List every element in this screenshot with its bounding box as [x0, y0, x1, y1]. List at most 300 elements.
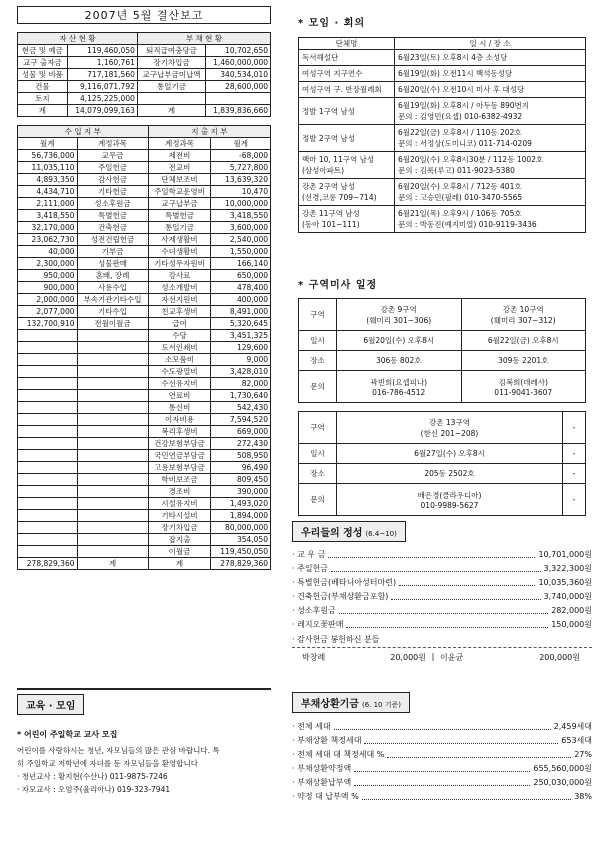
offering-row: [292, 575, 592, 589]
empty-cell: [77, 402, 148, 414]
mass-cell: [562, 464, 585, 484]
debt-name: 통일기금: [137, 81, 205, 93]
cell-line: 독서해설단: [302, 53, 339, 62]
empty-cell: [18, 462, 78, 474]
meeting-group: [299, 179, 395, 206]
empty-cell: [18, 414, 78, 426]
expense-item: 기타시설비: [148, 510, 211, 522]
income-amount: 23,062,730: [18, 234, 78, 246]
offering-label: · 레지오꽃판매: [292, 619, 344, 629]
cell-line: 문의 : 고승민(필레) 010-3470-5565: [398, 193, 523, 202]
offerings-head: [292, 521, 406, 542]
dot-leader: [328, 551, 535, 558]
debt-value: 1,839,836,660: [206, 105, 271, 117]
asset-name: 현금 및 예금: [18, 45, 68, 57]
expense-item: 수도광열비: [148, 366, 211, 378]
expense-amount: 5,320,645: [211, 318, 271, 330]
meeting-group: [299, 66, 395, 82]
asset-value: 1,160,761: [67, 57, 137, 69]
asset-row: [18, 93, 271, 105]
mass-cell: [461, 331, 586, 351]
debt-head: 부 채 현 황: [137, 33, 270, 45]
cell-line: (동아 101~111): [302, 220, 360, 229]
cell-line: 6월20일(수) 오전10시 미사 후 대성당: [398, 85, 525, 94]
mass-row-label: 일시: [299, 444, 337, 464]
mass-section: [298, 276, 586, 516]
debt-value: 653세대: [561, 735, 592, 745]
asset-name: 교구 출자금: [18, 57, 68, 69]
debt-name: 장기차입금: [137, 57, 205, 69]
expense-amount: 96,490: [211, 462, 271, 474]
ledger-row: [18, 342, 271, 354]
notice-title: * 어린이 주일학교 교사 모집: [17, 730, 118, 739]
offerings-title: 우리들의 정성: [301, 528, 363, 539]
expense-amount: 10,470: [211, 186, 271, 198]
debt-label: · 전체 세대: [292, 721, 331, 731]
offering-row: [292, 547, 592, 561]
asset-name: 성물 및 비품: [18, 69, 68, 81]
ledger-row: [18, 234, 271, 246]
asset-head: 자 산 현 황: [18, 33, 138, 45]
ledger-row: [18, 426, 271, 438]
ledger-row: [18, 174, 271, 186]
expense-amount: 390,000: [211, 486, 271, 498]
donor-name: 박창례: [302, 653, 326, 662]
cell-line: 6월22일(금) 오후8시 / 110동 202호: [398, 128, 522, 137]
empty-cell: [77, 438, 148, 450]
mass-row: [299, 371, 586, 403]
expense-amount: 8,491,000: [211, 306, 271, 318]
cell-line: 문의 : 박동진(예지미열) 010-9119-3436: [398, 220, 537, 229]
ledger-row: [18, 378, 271, 390]
expense-item: 이월금: [148, 546, 211, 558]
ledger-row: [18, 198, 271, 210]
debt-head: [292, 692, 410, 713]
mass-row: [299, 412, 586, 444]
notice-line: 어린이를 사랑하시는 청년, 자모님들의 많은 관심 바랍니다. 특: [17, 746, 220, 755]
debt-value: 38%: [574, 791, 592, 801]
expense-item: 수선유지비: [148, 378, 211, 390]
expense-amount: -68,000: [211, 150, 271, 162]
cell-line: 205동 2502호: [424, 469, 475, 478]
cell-line: (삼성아파트): [302, 166, 345, 175]
meeting-row: [299, 66, 586, 82]
expense-amount: 508,950: [211, 450, 271, 462]
ledger-row: [18, 222, 271, 234]
expense-item: 시설유지비: [148, 498, 211, 510]
mass-row: [299, 331, 586, 351]
mass-row: [299, 299, 586, 331]
mass-cell: [337, 464, 563, 484]
mass-row-label: 장소: [299, 351, 337, 371]
expense-item: 특별헌금: [148, 210, 211, 222]
notice-text: [17, 744, 271, 770]
cell-line: 6월20일(수) 오후8시: [363, 336, 435, 345]
mass-row: [299, 444, 586, 464]
income-item: 기타수입: [77, 306, 148, 318]
debt-value: 10,702,650: [206, 45, 271, 57]
offering-row: [292, 617, 592, 631]
expense-item: 전교비: [148, 162, 211, 174]
expense-amount: 5,727,800: [211, 162, 271, 174]
cell-line: 문의 : 김룩(루고) 011-9023-5380: [398, 166, 515, 175]
ledger-row: [18, 354, 271, 366]
expense-item: 건강보험부담금: [148, 438, 211, 450]
expense-amount: 1,730,640: [211, 390, 271, 402]
dot-leader: [387, 751, 571, 758]
empty-cell: [18, 474, 78, 486]
cell-line: -: [572, 423, 576, 432]
asset-value: 717,181,560: [67, 69, 137, 81]
empty-cell: [77, 342, 148, 354]
empty-cell: [18, 522, 78, 534]
offering-label: · 특별헌금(베타니아성터마련): [292, 577, 397, 587]
debt-value: 2,459세대: [553, 721, 592, 731]
ledger-row: [18, 534, 271, 546]
income-amount: 2,077,000: [18, 306, 78, 318]
cell-line: 김복희(데레사): [498, 377, 548, 387]
expense-item: 복리후생비: [148, 426, 211, 438]
cell-line: 016-786-4512: [372, 387, 426, 397]
debt-name: 교구납부금미납액: [137, 69, 205, 81]
dot-leader: [346, 621, 548, 628]
cell-line: 정발 1구역 남성: [302, 106, 356, 116]
income-item: 부속기관기타수입: [77, 294, 148, 306]
mass-row-label: 일시: [299, 331, 337, 351]
meetings-section: [298, 14, 586, 233]
ledger-row: [18, 390, 271, 402]
ledger-row: [18, 366, 271, 378]
cell-line: 6월27일(수) 오후8시: [414, 449, 485, 458]
expense-item: 도서인쇄비: [148, 342, 211, 354]
debt-value: 1,460,000,000: [206, 57, 271, 69]
expense-amount: 119,450,050: [211, 546, 271, 558]
mass-cell: [337, 331, 462, 351]
expense-item: 친교후생비: [148, 306, 211, 318]
expense-amount: 9,000: [211, 354, 271, 366]
cell-line: (한신 201~208): [420, 428, 479, 438]
expense-amount: 3,428,010: [211, 366, 271, 378]
meeting-group: [299, 50, 395, 66]
expense-amount: 2,540,000: [211, 234, 271, 246]
empty-cell: [77, 414, 148, 426]
empty-cell: [18, 498, 78, 510]
expense-item: 자선지원비: [148, 294, 211, 306]
expense-item: 수당: [148, 330, 211, 342]
empty-cell: [77, 426, 148, 438]
expense-item: 통일기금: [148, 222, 211, 234]
empty-cell: [18, 426, 78, 438]
debt-title: 부채상환기금: [301, 699, 359, 710]
expense-amount: 1,493,020: [211, 498, 271, 510]
thanks-label: · 감사헌금 봉헌하신 분들: [292, 635, 380, 644]
cell-line: 문의 : 김영민(요셉) 010-6382-4932: [398, 112, 523, 121]
ledger-row: [18, 462, 271, 474]
debt-period: (6. 10 기준): [361, 701, 401, 709]
asset-value: 9,116,071,792: [67, 81, 137, 93]
income-amount: 32,170,000: [18, 222, 78, 234]
empty-cell: [77, 378, 148, 390]
expense-item: 잡지출: [148, 534, 211, 546]
empty-cell: [18, 390, 78, 402]
cell-line: 6월19일(화) 오전11시 백석동성당: [398, 69, 513, 78]
cell-line: -: [572, 449, 576, 458]
meeting-group: [299, 206, 395, 233]
offering-value: 10,035,360원: [538, 577, 592, 587]
offering-value: 3,740,000원: [543, 591, 592, 601]
income-amount: 4,893,350: [18, 174, 78, 186]
ledger-row: [18, 330, 271, 342]
mass-cell: [461, 371, 586, 403]
empty-cell: [18, 366, 78, 378]
meetings-head: * 모임 · 회의: [298, 18, 366, 29]
income-amount: 40,000: [18, 246, 78, 258]
asset-name: 계: [18, 105, 68, 117]
col-group: 단체명: [299, 38, 395, 50]
income-item: 감사헌금: [77, 174, 148, 186]
meeting-row: [299, 98, 586, 125]
expense-item: 통신비: [148, 402, 211, 414]
meeting-info: [395, 206, 586, 233]
debt-label: · 부채상환납부액: [292, 777, 352, 787]
asset-value: 14,079,099,163: [67, 105, 137, 117]
col-item: 계정과목: [148, 138, 211, 150]
cell-line: 문의 : 서정상(도미니코) 011-714-0209: [398, 139, 532, 148]
expense-item: 급여: [148, 318, 211, 330]
empty-cell: [18, 546, 78, 558]
asset-row: [18, 81, 271, 93]
cell-line: 강촌 13구역: [429, 417, 470, 427]
offering-label: · 교 우 금: [292, 549, 326, 559]
income-amount: 11,035,110: [18, 162, 78, 174]
debt-label: · 부채상환약정액: [292, 763, 352, 773]
cell-line: 010-9989-5627: [420, 500, 479, 510]
mass-row: [299, 484, 586, 516]
empty-cell: [77, 330, 148, 342]
cell-line: 011-9041-3607: [494, 387, 553, 397]
mass-row-label: 구역: [299, 299, 337, 331]
empty-cell: [77, 546, 148, 558]
expense-item: 학비보조금: [148, 474, 211, 486]
income-amount: 2,300,000: [18, 258, 78, 270]
dot-leader: [362, 793, 572, 800]
cell-line: -: [572, 469, 576, 478]
education-section: [17, 688, 271, 796]
meeting-info: [395, 98, 586, 125]
income-item: 특별헌금: [77, 210, 148, 222]
income-amount: 132,700,910: [18, 318, 78, 330]
contact-item: · 자모교사 : 오엄주(율리아나) 019-323-7941: [17, 785, 171, 794]
edu-head: 교육 · 모임: [17, 694, 84, 715]
donor-name: 이윤균: [440, 653, 464, 662]
offerings-period: (6.4~10): [365, 530, 397, 538]
meeting-row: [299, 125, 586, 152]
mass-row-label: 문의: [299, 371, 337, 403]
expense-item: 기타성무자원비: [148, 258, 211, 270]
income-item: 주일헌금: [77, 162, 148, 174]
empty-cell: [18, 534, 78, 546]
empty-cell: [18, 450, 78, 462]
meeting-group: [299, 82, 395, 98]
cell-line: 여성구역 구. 반장월례회: [302, 85, 382, 94]
cell-line: 강촌 9구역: [380, 304, 417, 314]
expense-amount: 10,000,000: [211, 198, 271, 210]
meeting-row: [299, 179, 586, 206]
mass-cell: [562, 444, 585, 464]
expense-amount: 669,000: [211, 426, 271, 438]
expense-amount: 542,430: [211, 402, 271, 414]
asset-row: [18, 57, 271, 69]
asset-value: 119,460,050: [67, 45, 137, 57]
empty-cell: [77, 498, 148, 510]
col-amount: 월계: [211, 138, 271, 150]
cell-line: (훼미리 307~312): [490, 315, 556, 325]
cell-line: 여성구역 지구연수: [302, 69, 363, 78]
ledger-row: [18, 522, 271, 534]
mass-cell: [337, 444, 563, 464]
offering-label: · 건축헌금(부채상환금포함): [292, 591, 389, 601]
expense-amount: 82,000: [211, 378, 271, 390]
cell-line: 6월20일(수) 오후8시 / 712동 401호: [398, 182, 522, 191]
meetings-table: [298, 37, 586, 233]
debt-label: · 전체 세대 대 책정세대 %: [292, 749, 385, 759]
mass-row: [299, 351, 586, 371]
report-title: 2007년 5월 결산보고: [17, 6, 271, 24]
dot-leader: [354, 779, 530, 786]
cell-line: 강촌 11구역 남성: [302, 209, 360, 218]
debt-row: [292, 761, 592, 775]
ledger-row: [18, 306, 271, 318]
income-amount: 3,418,550: [18, 210, 78, 222]
income-amount: 4,434,710: [18, 186, 78, 198]
ledger-row: [18, 150, 271, 162]
expense-amount: 1,894,000: [211, 510, 271, 522]
notice-line: 히 주일학교 저학년에 자녀를 둔 자모님들을 환영합니다: [17, 759, 198, 768]
mass-cell: [337, 371, 462, 403]
meeting-row: [299, 206, 586, 233]
expense-amount: 3,600,000: [211, 222, 271, 234]
total-expense: 278,829,360: [211, 558, 271, 570]
donor-amount: 200,000원: [539, 653, 580, 662]
debt-value: 340,534,010: [206, 69, 271, 81]
asset-row: [18, 45, 271, 57]
expense-amount: 809,450: [211, 474, 271, 486]
ledger-row: [18, 318, 271, 330]
asset-row: [18, 105, 271, 117]
ledger-row: [18, 282, 271, 294]
meeting-info: [395, 82, 586, 98]
offerings-section: [292, 521, 592, 663]
empty-cell: [77, 474, 148, 486]
meeting-group: [299, 152, 395, 179]
meeting-info: [395, 50, 586, 66]
expense-item: 소모품비: [148, 354, 211, 366]
mass-cell: [461, 299, 586, 331]
cell-line: 6월19일(화) 오후8시 / 아두동 890번지: [398, 101, 530, 110]
expense-item: 강사료: [148, 270, 211, 282]
ledger-row: [18, 510, 271, 522]
meeting-info: [395, 66, 586, 82]
expense-item: 교구납부금: [148, 198, 211, 210]
meeting-group: [299, 125, 395, 152]
debt-name: 퇴직급여충당금: [137, 45, 205, 57]
cell-line: 6월22일(금) 오후8시: [487, 336, 559, 345]
mass-cell: [337, 484, 563, 516]
mass-row-label: 구역: [299, 412, 337, 444]
empty-cell: [77, 522, 148, 534]
expense-amount: 272,430: [211, 438, 271, 450]
cell-line: 309동 2201호: [498, 356, 549, 365]
empty-cell: [77, 390, 148, 402]
offering-value: 282,000원: [551, 605, 592, 615]
expense-amount: 354,050: [211, 534, 271, 546]
mass-cell: [562, 412, 585, 444]
income-item: 혼배, 장례: [77, 270, 148, 282]
expense-amount: 166,140: [211, 258, 271, 270]
expense-amount: 3,418,550: [211, 210, 271, 222]
debt-value: 250,030,000원: [533, 777, 592, 787]
income-item: 기타헌금: [77, 186, 148, 198]
expense-item: 장기차입금: [148, 522, 211, 534]
expense-head: 지 출 지 부: [148, 126, 270, 138]
debt-row: [292, 775, 592, 789]
ledger-row: [18, 402, 271, 414]
cell-line: 곽빈희(요셉피나): [370, 377, 428, 387]
empty-cell: [77, 534, 148, 546]
income-item: 교무금: [77, 150, 148, 162]
offering-row: [292, 603, 592, 617]
meeting-row: [299, 50, 586, 66]
cell-line: -: [572, 495, 576, 504]
expense-amount: 400,000: [211, 294, 271, 306]
contact-item: · 청년교사 : 황지현(수산나) 011-9875-7246: [17, 772, 168, 781]
debt-row: [292, 733, 592, 747]
expense-item: 단체보조비: [148, 174, 211, 186]
expense-amount: 80,000,000: [211, 522, 271, 534]
mass-cell: [461, 351, 586, 371]
meeting-row: [299, 82, 586, 98]
debt-row: [292, 719, 592, 733]
expense-item: 이자비용: [148, 414, 211, 426]
cell-line: 306동 802호: [375, 356, 422, 365]
empty-cell: [77, 450, 148, 462]
offering-value: 150,000원: [551, 619, 592, 629]
expense-amount: 13,639,320: [211, 174, 271, 186]
expense-item: 사제생활비: [148, 234, 211, 246]
income-amount: 950,000: [18, 270, 78, 282]
offering-value: 3,322,300원: [543, 563, 592, 573]
mass-row-label: 문의: [299, 484, 337, 516]
mass-table-1: [298, 298, 586, 403]
offering-row: [292, 589, 592, 603]
donor-amount: 20,000원: [390, 653, 426, 662]
ledger-row: [18, 246, 271, 258]
dot-leader: [331, 565, 541, 572]
asset-row: [18, 69, 271, 81]
expense-item: 주일학교운영비: [148, 186, 211, 198]
income-item: 전월이월금: [77, 318, 148, 330]
expense-item: 연료비: [148, 390, 211, 402]
dot-leader: [334, 723, 551, 730]
cell-line: 강촌 2구역 남성: [302, 182, 356, 191]
contact-list: [17, 770, 271, 796]
offering-row: [292, 561, 592, 575]
mass-cell: [337, 299, 462, 331]
mass-row: [299, 464, 586, 484]
cell-line: 강촌 10구역: [502, 304, 544, 314]
empty-cell: [77, 486, 148, 498]
income-item: 건축헌금: [77, 222, 148, 234]
